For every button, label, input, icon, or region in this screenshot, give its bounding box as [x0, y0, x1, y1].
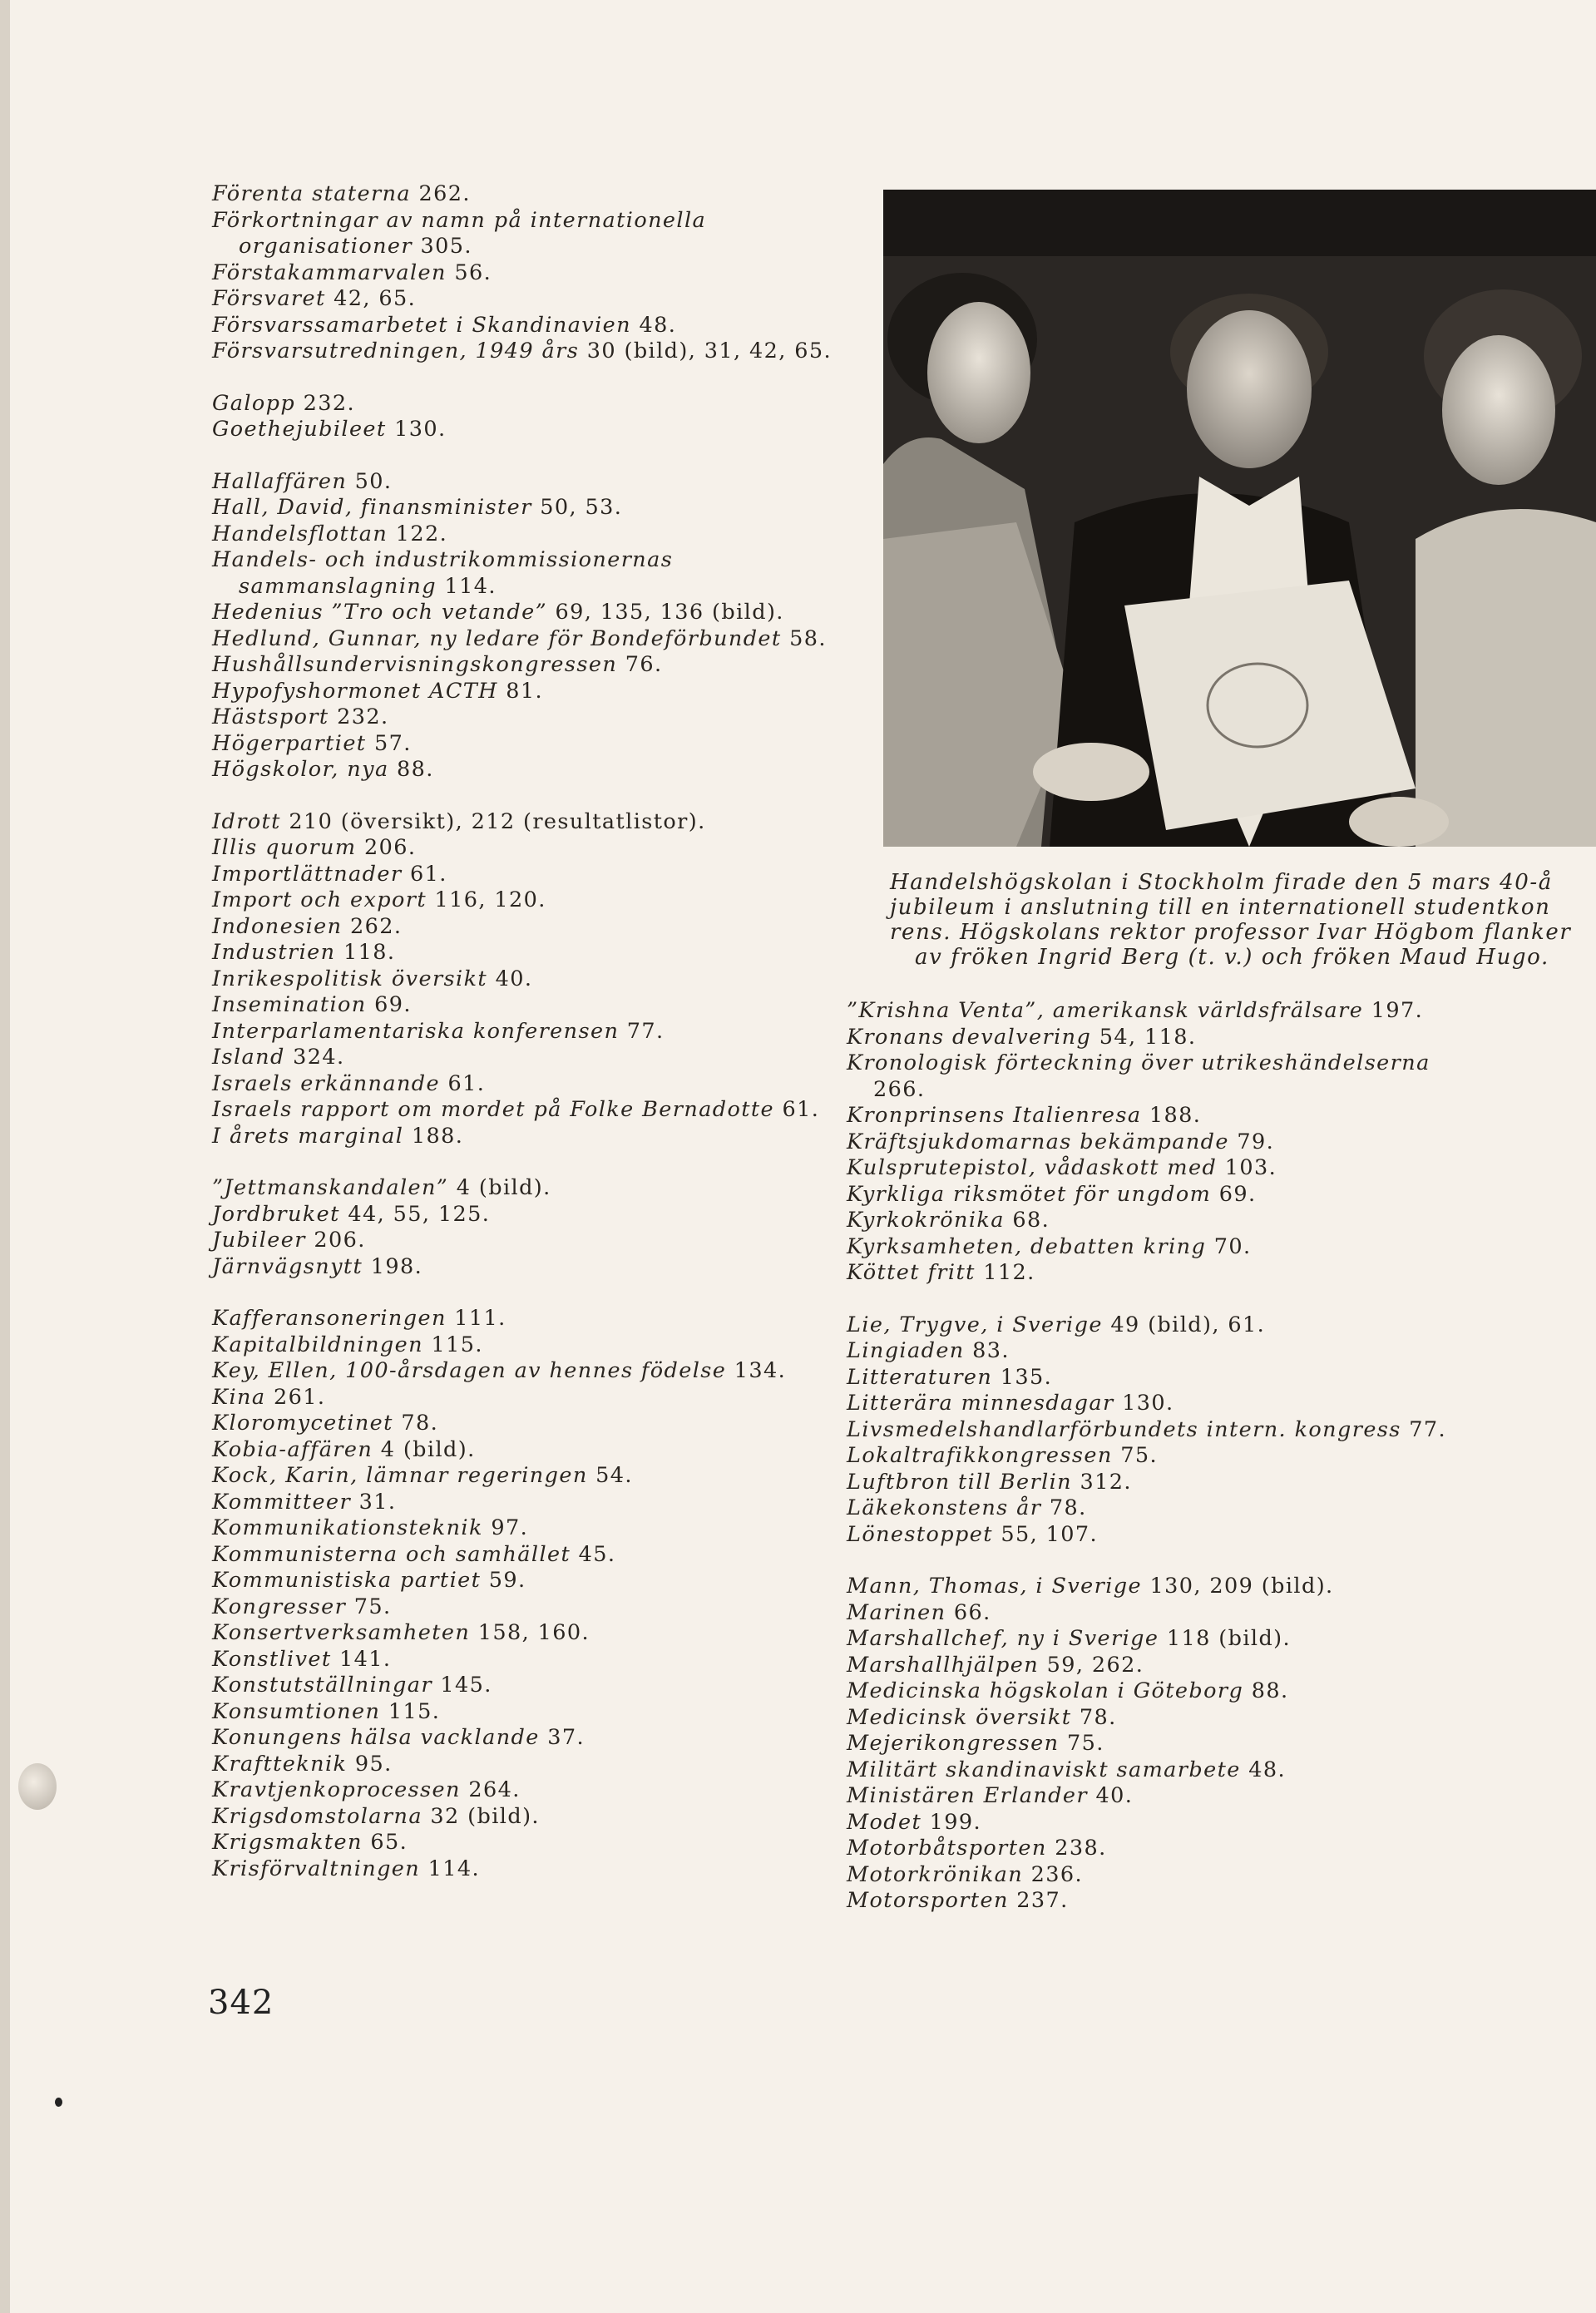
index-entry: [212, 1752, 844, 1778]
entry-pages: 61.: [402, 861, 447, 887]
index-entry: [847, 1678, 1470, 1705]
index-entry: [212, 887, 844, 914]
entry-pages: 69.: [1211, 1181, 1257, 1207]
index-entry: [847, 1705, 1470, 1732]
index-entry: [212, 181, 844, 208]
index-entry: [212, 521, 844, 548]
entry-term: Hall, David, finansminister: [212, 495, 532, 520]
index-entry: [847, 1443, 1470, 1470]
entry-term: Interparlamentariska konferensen: [212, 1018, 620, 1044]
entry-pages: 54, 118.: [1091, 1024, 1197, 1050]
entry-term: ”Jettmanskandalen”: [212, 1175, 449, 1200]
entry-term: Förstakammarvalen: [212, 259, 447, 285]
entry-term: Kommunisterna och samhället: [212, 1541, 571, 1567]
caption-line: Handelshögskolan i Stockholm firade den 5 mars 40-å: [890, 870, 1553, 895]
index-entry: [212, 1306, 844, 1332]
entry-term: Motorkrönikan: [847, 1861, 1024, 1887]
index-entry: [212, 652, 844, 679]
entry-term: Israels rapport om mordet på Folke Bernadotte: [212, 1097, 775, 1122]
entry-pages: 40.: [1087, 1783, 1134, 1808]
entry-pages: 264.: [460, 1777, 521, 1802]
index-entry: [847, 1626, 1470, 1653]
index-entry: [212, 600, 844, 626]
entry-pages: 145.: [432, 1673, 492, 1698]
entry-pages: 188.: [403, 1123, 464, 1149]
index-entry: [212, 704, 844, 731]
index-entry: [212, 1254, 844, 1281]
entry-pages: 77.: [619, 1018, 665, 1044]
entry-term: Hypofyshormonet ACTH: [212, 678, 498, 704]
entry-term: Indonesien: [212, 913, 343, 939]
entry-pages: 135.: [992, 1364, 1053, 1390]
section-gap: [847, 1287, 1470, 1312]
index-entry: [212, 1097, 844, 1124]
entry-pages: 236.: [1023, 1861, 1083, 1887]
entry-term: Galopp: [212, 390, 296, 416]
entry-pages: 61.: [440, 1070, 486, 1096]
entry-term: Luftbron till Berlin: [847, 1469, 1073, 1495]
index-entry: [212, 1437, 844, 1464]
index-entry: [212, 731, 844, 758]
index-entry: [847, 1470, 1470, 1496]
index-entry: [847, 1129, 1470, 1156]
index-entry: [212, 1463, 844, 1490]
entry-term: Förkortningar av namn på internationella organisationer: [212, 207, 707, 259]
entry-pages: 65.: [362, 1830, 408, 1855]
entry-pages: 50.: [347, 468, 393, 494]
entry-pages: 266.: [873, 1076, 926, 1102]
entry-term: Kronologisk förteckning över utrikeshändelserna: [847, 1050, 1430, 1075]
index-entry: [212, 495, 844, 521]
entry-term: Kapitalbildningen: [212, 1332, 423, 1357]
entry-pages: 69, 135, 136 (bild).: [547, 600, 784, 625]
entry-term: Lokaltrafikkongressen: [847, 1443, 1113, 1468]
index-entry: [212, 1490, 844, 1516]
entry-pages: 237.: [1008, 1888, 1069, 1913]
entry-pages: 114.: [420, 1856, 481, 1881]
entry-term: Lingiaden: [847, 1338, 965, 1363]
index-entry: [212, 1175, 844, 1202]
index-entry: [212, 862, 844, 888]
index-entry: [847, 1338, 1470, 1365]
index-entry: [212, 679, 844, 705]
index-entry: [847, 1312, 1470, 1339]
index-entry: [847, 1234, 1470, 1261]
entry-term: Kravtjenkoprocessen: [212, 1777, 461, 1802]
entry-term: Import och export: [212, 887, 427, 912]
index-entry: [212, 992, 844, 1019]
entry-term: Kyrkliga riksmötet för ungdom: [847, 1181, 1212, 1207]
entry-pages: 141.: [331, 1646, 392, 1672]
entry-pages: 261.: [265, 1384, 326, 1410]
entry-term: Kräftsjukdomarnas bekämpande: [847, 1129, 1229, 1154]
index-entry: [212, 1594, 844, 1621]
index-column-right: [847, 998, 1470, 1915]
entry-term: Försvaret: [212, 286, 326, 311]
entry-pages: 134.: [726, 1358, 787, 1383]
entry-term: Högerpartiet: [212, 730, 367, 756]
entry-pages: 118 (bild).: [1159, 1626, 1292, 1651]
section-gap: [212, 1149, 844, 1175]
index-entry: [212, 417, 844, 443]
entry-pages: 76.: [617, 652, 663, 677]
section-gap: [212, 783, 844, 809]
entry-term: Kommitteer: [212, 1489, 352, 1515]
entry-term: Motorsporten: [847, 1888, 1009, 1913]
index-entry: [847, 1495, 1470, 1522]
entry-term: Järnvägsnytt: [212, 1253, 363, 1279]
index-entry: [847, 1757, 1470, 1784]
index-entry: [847, 1103, 1470, 1129]
entry-pages: 232.: [329, 704, 389, 729]
entry-pages: 48.: [1240, 1757, 1286, 1782]
entry-term: Inrikespolitisk översikt: [212, 966, 488, 991]
index-entry: [212, 1515, 844, 1542]
entry-term: Marshallchef, ny i Sverige: [847, 1626, 1159, 1651]
entry-pages: 130.: [1114, 1391, 1174, 1416]
entry-term: Marinen: [847, 1599, 946, 1625]
index-entry: [847, 1810, 1470, 1836]
entry-pages: 66.: [946, 1599, 991, 1625]
entry-pages: 42, 65.: [325, 286, 417, 311]
entry-term: Litterära minnesdagar: [847, 1391, 1114, 1416]
index-entry: [212, 1856, 844, 1883]
index-entry: [212, 1385, 844, 1411]
index-entry: [847, 1208, 1470, 1234]
entry-pages: 206.: [356, 835, 417, 860]
entry-term: Ministären Erlander: [847, 1783, 1088, 1808]
entry-pages: 116, 120.: [427, 887, 546, 912]
entry-pages: 75.: [346, 1594, 392, 1619]
entry-term: Industrien: [212, 940, 336, 965]
photo-caption: [890, 870, 1596, 970]
ink-dot: [55, 2098, 62, 2107]
index-entry: [212, 940, 844, 966]
index-entry: [847, 1653, 1470, 1679]
punch-hole: [18, 1763, 57, 1810]
entry-term: Krigsdomstolarna: [212, 1803, 422, 1829]
entry-term: I årets marginal: [212, 1123, 404, 1149]
index-entry: [847, 1260, 1470, 1287]
entry-term: Hushållsundervisningskongressen: [212, 652, 618, 677]
index-entry: [212, 1568, 844, 1594]
index-entry: [212, 391, 844, 418]
index-entry: [847, 1050, 1470, 1103]
entry-pages: 78.: [1071, 1704, 1117, 1730]
index-entry: [847, 1391, 1470, 1417]
entry-term: Krisförvaltningen: [212, 1856, 421, 1881]
index-entry: [212, 469, 844, 496]
section-gap: [212, 443, 844, 469]
entry-pages: 111.: [446, 1306, 506, 1331]
entry-term: Kulsprutepistol, vådaskott med: [847, 1155, 1218, 1180]
entry-term: Hedlund, Gunnar, ny ledare för Bondeförbundet: [212, 625, 782, 651]
index-entry: [847, 1574, 1470, 1600]
entry-pages: 158, 160.: [470, 1620, 590, 1645]
index-entry: [212, 313, 844, 339]
index-entry: [212, 339, 844, 365]
index-entry: [212, 286, 844, 313]
index-entry: [212, 1647, 844, 1673]
entry-term: Handelsflottan: [212, 521, 388, 546]
entry-term: Konstutställningar: [212, 1673, 432, 1698]
index-entry: [212, 1620, 844, 1647]
entry-term: Konungens hälsa vacklande: [212, 1725, 540, 1750]
entry-term: Goethejubileet: [212, 417, 387, 442]
entry-term: Kafferansoneringen: [212, 1306, 447, 1331]
entry-term: Jordbruket: [212, 1201, 340, 1227]
entry-pages: 44, 55, 125.: [339, 1201, 491, 1227]
section-gap: [212, 1280, 844, 1306]
entry-pages: 112.: [975, 1260, 1035, 1285]
news-photo: [883, 190, 1596, 847]
entry-term: Hedenius ”Tro och vetande”: [212, 600, 548, 625]
entry-term: Lie, Trygve, i Sverige: [847, 1312, 1103, 1337]
entry-pages: 238.: [1046, 1836, 1107, 1861]
entry-pages: 305.: [413, 234, 472, 259]
entry-pages: 95.: [347, 1751, 393, 1777]
index-entry: [212, 1332, 844, 1359]
entry-pages: 130.: [386, 417, 447, 442]
entry-term: Kraftteknik: [212, 1751, 348, 1777]
entry-pages: 59.: [481, 1568, 526, 1593]
entry-term: Insemination: [212, 992, 367, 1017]
entry-term: Läkekonstens år: [847, 1495, 1042, 1520]
index-entry: [212, 757, 844, 783]
entry-pages: 97.: [482, 1515, 529, 1540]
entry-term: Mann, Thomas, i Sverige: [847, 1574, 1143, 1599]
index-column-left: [212, 181, 844, 1882]
entry-pages: 78.: [1041, 1495, 1087, 1520]
entry-term: Kock, Karin, lämnar regeringen: [212, 1463, 588, 1488]
index-entry: [847, 1836, 1470, 1862]
entry-pages: 69.: [366, 992, 412, 1017]
entry-term: Konstlivet: [212, 1646, 332, 1672]
index-entry: [212, 1699, 844, 1726]
entry-term: Högskolor, nya: [212, 757, 389, 782]
entry-term: Island: [212, 1045, 285, 1070]
entry-pages: 61.: [774, 1097, 820, 1122]
entry-term: Förenta staterna: [212, 181, 412, 206]
entry-pages: 77.: [1401, 1416, 1447, 1442]
entry-term: Motorbåtsporten: [847, 1836, 1047, 1861]
entry-pages: 75.: [1059, 1731, 1104, 1756]
index-entry: [212, 1804, 844, 1831]
entry-pages: 56.: [446, 259, 492, 285]
entry-pages: 75.: [1112, 1443, 1158, 1468]
index-entry: [212, 835, 844, 862]
entry-term: Krigsmakten: [212, 1830, 363, 1855]
index-entry: [847, 1731, 1470, 1757]
entry-term: Medicinsk översikt: [847, 1704, 1072, 1730]
index-entry: [212, 1411, 844, 1437]
index-entry: [212, 1358, 844, 1385]
entry-term: Konsumtionen: [212, 1698, 381, 1724]
entry-pages: 114.: [436, 573, 497, 599]
entry-pages: 312.: [1072, 1469, 1132, 1495]
caption-line: jubileum i anslutning till en internationell studentkon: [890, 895, 1551, 920]
index-entry: [212, 1542, 844, 1569]
entry-pages: 81.: [497, 678, 544, 704]
index-entry: [212, 914, 844, 941]
entry-pages: 188.: [1141, 1103, 1202, 1128]
entry-term: Illis quorum: [212, 835, 357, 860]
entry-pages: 197.: [1363, 998, 1424, 1023]
entry-pages: 4 (bild).: [448, 1175, 551, 1200]
entry-pages: 32 (bild).: [422, 1803, 540, 1829]
entry-pages: 324.: [284, 1045, 345, 1070]
entry-pages: 83.: [964, 1338, 1010, 1363]
entry-pages: 198.: [363, 1253, 423, 1279]
index-entry: [847, 998, 1470, 1025]
entry-pages: 115.: [422, 1332, 483, 1357]
index-entry: [212, 547, 844, 600]
entry-pages: 103.: [1217, 1155, 1277, 1180]
entry-pages: 50, 53.: [531, 495, 623, 520]
entry-term: Köttet fritt: [847, 1260, 976, 1285]
index-entry: [847, 1155, 1470, 1182]
entry-pages: 118.: [335, 940, 396, 965]
entry-term: Kronprinsens Italienresa: [847, 1103, 1142, 1128]
entry-pages: 210 (översikt), 212 (resultatlistor).: [280, 808, 706, 834]
entry-term: Importlättnader: [212, 861, 403, 887]
entry-pages: 37.: [539, 1725, 585, 1750]
entry-term: Litteraturen: [847, 1364, 993, 1390]
entry-term: Kobia-affären: [212, 1436, 373, 1462]
index-entry: [847, 1182, 1470, 1208]
section-gap: [847, 1548, 1470, 1574]
entry-term: Kommunistiska partiet: [212, 1568, 482, 1593]
entry-pages: 58.: [781, 625, 827, 651]
entry-term: Kyrksamheten, debatten kring: [847, 1233, 1207, 1259]
entry-term: ”Krishna Venta”, amerikansk världsfrälsare: [847, 998, 1364, 1023]
entry-pages: 115.: [380, 1698, 441, 1724]
index-entry: [212, 1045, 844, 1071]
entry-term: Mejerikongressen: [847, 1731, 1060, 1756]
index-entry: [847, 1365, 1470, 1391]
index-entry: [847, 1862, 1470, 1889]
entry-term: Key, Ellen, 100-årsdagen av hennes födelse: [212, 1358, 727, 1383]
index-entry: [847, 1522, 1470, 1549]
index-entry: [847, 1417, 1470, 1444]
entry-pages: 88.: [388, 757, 434, 782]
entry-term: Medicinska högskolan i Göteborg: [847, 1678, 1244, 1703]
entry-pages: 122.: [388, 521, 448, 546]
index-entry: [212, 1830, 844, 1856]
entry-term: Hallaffären: [212, 468, 348, 494]
entry-pages: 55, 107.: [992, 1521, 1099, 1547]
entry-term: Kloromycetinet: [212, 1411, 393, 1436]
index-entry: [212, 1777, 844, 1804]
entry-pages: 262.: [342, 913, 403, 939]
entry-pages: 31.: [351, 1489, 397, 1515]
index-entry: [212, 1228, 844, 1254]
entry-pages: 59, 262.: [1039, 1652, 1144, 1678]
index-entry: [212, 966, 844, 993]
entry-term: Försvarsutredningen, 1949 års: [212, 339, 580, 363]
index-entry: [212, 1071, 844, 1098]
entry-term: Marshallhjälpen: [847, 1652, 1040, 1678]
index-entry: [212, 809, 844, 836]
index-entry: [212, 1019, 844, 1045]
index-entry: [212, 260, 844, 287]
entry-pages: 262.: [411, 181, 471, 206]
entry-pages: 79.: [1228, 1129, 1275, 1154]
entry-pages: 199.: [922, 1809, 982, 1835]
entry-pages: 57.: [366, 730, 412, 756]
entry-term: Försvarssamarbetet i Skandinavien: [212, 312, 631, 338]
entry-pages: 232.: [295, 390, 356, 416]
page-number: 342: [208, 1984, 274, 2022]
entry-term: Handels- och industrikommissionernas sammanslagning: [212, 547, 674, 599]
entry-term: Militärt skandinaviskt samarbete: [847, 1757, 1241, 1782]
index-entry: [212, 1124, 844, 1150]
entry-term: Lönestoppet: [847, 1521, 993, 1547]
section-gap: [212, 365, 844, 391]
entry-pages: 45.: [571, 1541, 616, 1567]
entry-term: Kyrkokrönika: [847, 1208, 1005, 1233]
entry-term: Livsmedelshandlarförbundets intern. kongress: [847, 1416, 1401, 1442]
index-entry: [847, 1600, 1470, 1627]
index-entry: [212, 208, 844, 260]
entry-pages: 70.: [1206, 1233, 1252, 1259]
entry-pages: 48.: [630, 312, 677, 338]
index-entry: [212, 626, 844, 653]
entry-pages: 68.: [1004, 1208, 1050, 1233]
entry-term: Konsertverksamheten: [212, 1620, 471, 1645]
index-entry: [847, 1888, 1470, 1915]
entry-term: Idrott: [212, 808, 281, 834]
index-entry: [847, 1783, 1470, 1810]
entry-pages: 54.: [587, 1463, 633, 1488]
entry-pages: 30 (bild), 31, 42, 65.: [579, 339, 833, 363]
entry-term: Kina: [212, 1384, 266, 1410]
entry-term: Kongresser: [212, 1594, 347, 1619]
entry-pages: 88.: [1243, 1678, 1289, 1703]
entry-term: Hästsport: [212, 704, 329, 729]
entry-pages: 206.: [305, 1228, 366, 1253]
page-edge: [0, 0, 10, 2313]
caption-line: rens. Högskolans rektor professor Ivar Högbom flanker: [890, 920, 1572, 945]
entry-pages: 130, 209 (bild).: [1142, 1574, 1334, 1599]
entry-pages: 49 (bild), 61.: [1102, 1312, 1266, 1337]
index-entry: [847, 1025, 1470, 1051]
entry-pages: 78.: [393, 1411, 439, 1436]
entry-pages: 40.: [487, 966, 533, 991]
index-entry: [212, 1673, 844, 1699]
index-entry: [212, 1725, 844, 1752]
entry-term: Modet: [847, 1809, 922, 1835]
entry-pages: 4 (bild).: [373, 1436, 476, 1462]
entry-term: Kommunikationsteknik: [212, 1515, 483, 1540]
index-entry: [212, 1202, 844, 1228]
entry-term: Israels erkännande: [212, 1070, 441, 1096]
entry-term: Jubileer: [212, 1228, 306, 1253]
caption-line: av fröken Ingrid Berg (t. v.) och fröken Maud Hugo.: [915, 945, 1549, 970]
entry-term: Kronans devalvering: [847, 1024, 1092, 1050]
